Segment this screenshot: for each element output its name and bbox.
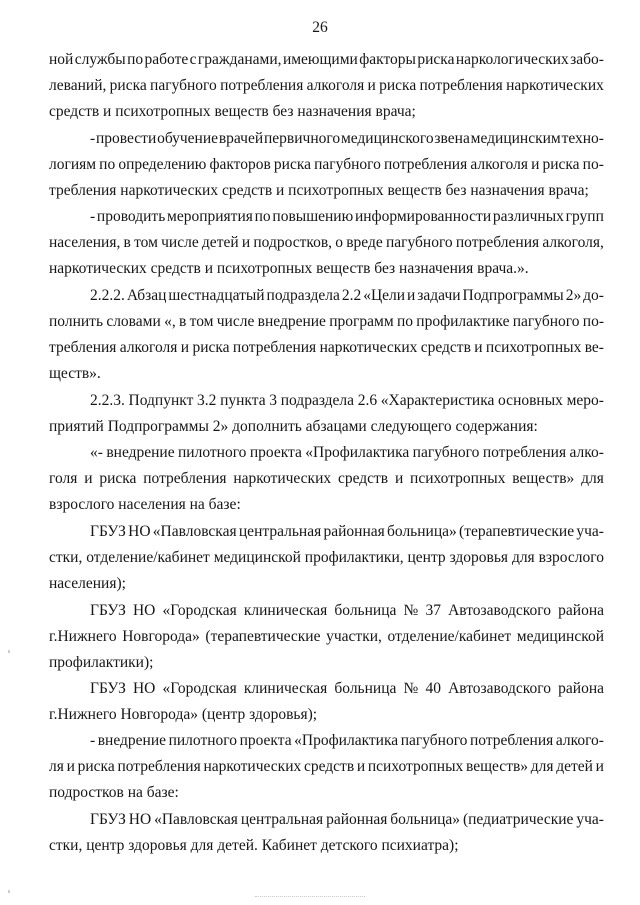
word: провести: [96, 130, 157, 147]
word: Подпрограммы: [462, 287, 564, 304]
word: -: [90, 208, 96, 225]
word: средств: [420, 339, 471, 356]
word: наркотических: [233, 470, 332, 487]
text-line: [90, 207, 604, 227]
word: районная: [326, 811, 388, 828]
word: и: [241, 234, 251, 251]
word: и: [394, 470, 404, 487]
word: района: [558, 602, 604, 619]
word: подраздела: [266, 287, 340, 304]
word: факторы: [359, 51, 416, 68]
word: «,: [164, 313, 176, 330]
word: по-: [582, 313, 604, 330]
word: уча-: [576, 811, 604, 828]
word: наркотических: [203, 758, 302, 775]
word: районная: [323, 523, 385, 540]
word: психотропных: [410, 470, 506, 487]
word: средств: [303, 758, 355, 775]
word: с: [189, 51, 197, 68]
word: ГБУЗ: [90, 602, 126, 619]
word: потребления: [383, 156, 468, 173]
word: «Профилактика: [305, 444, 410, 461]
word: леваний,: [49, 77, 107, 94]
word: отделение/кабинет: [387, 628, 512, 645]
word: проекта: [239, 732, 292, 749]
word: обучение: [157, 130, 219, 147]
word: звена: [434, 130, 470, 147]
word: имеющими: [282, 51, 358, 68]
word: 2.2.3.: [90, 392, 125, 409]
word: «-: [90, 444, 103, 461]
word: Абзац: [126, 287, 167, 304]
word: «Цели: [363, 287, 406, 304]
word: основных: [498, 392, 563, 409]
word: риска: [273, 156, 312, 173]
word: и: [180, 339, 190, 356]
word: алкоголя,: [542, 234, 604, 251]
word: -: [90, 732, 96, 749]
text-line: [49, 76, 604, 96]
word: до-: [583, 287, 604, 304]
word: для: [530, 758, 554, 775]
text-line: [90, 129, 604, 149]
word: пагубного: [400, 732, 468, 749]
word: и: [595, 758, 604, 775]
word: по: [127, 51, 144, 68]
text-line: [90, 810, 604, 830]
word: психотропных: [485, 339, 582, 356]
word: (терапевтические: [459, 523, 575, 540]
word: о: [335, 234, 344, 251]
text-line: [90, 522, 604, 542]
word: ГБУЗ: [90, 523, 126, 540]
word: проводить: [96, 208, 166, 225]
word: профилактики,: [304, 549, 404, 566]
word: подростков,: [253, 234, 333, 251]
word: взрослого: [538, 549, 604, 566]
word: пагубного: [412, 444, 480, 461]
scan-mark: [8, 890, 10, 893]
text-line: [49, 627, 604, 647]
word: Подпункт: [128, 392, 194, 409]
word: пагубного: [314, 156, 381, 173]
text-line: г.Нижнего Новгорода» (центр здоровья);: [49, 706, 318, 723]
word: алкоголя: [119, 339, 178, 356]
text-line: [90, 391, 604, 411]
word: алкоголя: [306, 77, 365, 94]
word: для: [511, 549, 535, 566]
text-line: [49, 469, 604, 489]
word: 37: [425, 602, 441, 619]
text-line: подростков на базе:: [49, 784, 179, 801]
word: Новгорода»: [122, 628, 200, 645]
word: и: [474, 339, 483, 356]
text-line: [90, 443, 604, 463]
word: программ: [329, 313, 394, 330]
word: клиническая: [243, 680, 328, 697]
word: здоровья: [449, 549, 509, 566]
word: для: [581, 470, 604, 487]
word: стки,: [49, 549, 83, 566]
word: Автозаводского: [448, 602, 552, 619]
word: медицинской: [213, 549, 301, 566]
word: пагубного: [512, 313, 580, 330]
word: «Городская: [162, 680, 237, 697]
word: наркотических: [319, 339, 418, 356]
word: групп: [565, 208, 604, 225]
word: детей: [201, 234, 239, 251]
word: риска: [379, 77, 417, 94]
word: средств: [337, 470, 389, 487]
word: клиническая: [243, 602, 328, 619]
word: службы: [74, 51, 126, 68]
word: и: [407, 287, 416, 304]
word: «Городская: [162, 602, 237, 619]
word: 2»: [565, 287, 582, 304]
word: уча-: [576, 523, 604, 540]
word: внедрение: [106, 444, 175, 461]
word: психотропных: [367, 758, 464, 775]
text-line: [90, 731, 604, 751]
word: риска: [417, 51, 455, 68]
text-line: наркотических средств и психотропных веществ без назначения врача.».: [49, 260, 529, 277]
word: пагубного: [150, 77, 217, 94]
text-line: требления наркотических средств и психотропных веществ без назначения врача;: [49, 182, 589, 199]
text-line: населения);: [49, 575, 126, 592]
word: потребления: [117, 758, 201, 775]
word: Автозаводского: [448, 680, 552, 697]
word: пилотного: [168, 732, 237, 749]
text-line: стки, центр здоровья для детей. Кабинет детского психиатра);: [49, 837, 459, 854]
word: НО: [132, 680, 156, 697]
word: отделение/кабинет: [86, 549, 210, 566]
word: факторов: [209, 156, 271, 173]
word: медицинским: [470, 130, 561, 147]
word: ной: [49, 51, 74, 68]
word: первичного: [264, 130, 341, 147]
text-line: [90, 286, 604, 306]
word: риска: [99, 470, 137, 487]
word: по: [254, 208, 271, 225]
word: алко-: [569, 444, 604, 461]
word: медицинской: [516, 628, 604, 645]
word: потребления: [220, 77, 304, 94]
text-line: средств и психотропных веществ без назначения врача;: [49, 103, 416, 120]
word: алкоголя: [470, 156, 528, 173]
word: детей: [556, 758, 593, 775]
text-line: [49, 548, 604, 568]
word: 3.2: [197, 392, 217, 409]
word: риска: [109, 77, 147, 94]
word: населения,: [49, 234, 121, 251]
word: центр: [407, 549, 446, 566]
word: «Характеристика: [380, 392, 495, 409]
text-line: [49, 233, 604, 253]
word: числе: [216, 313, 255, 330]
word: участки,: [326, 628, 382, 645]
word: по: [99, 156, 116, 173]
word: подраздела: [280, 392, 355, 409]
word: 3: [269, 392, 278, 409]
word: больница: [334, 602, 397, 619]
word: меро-: [566, 392, 604, 409]
word: потребления: [455, 234, 540, 251]
word: задачи: [417, 287, 461, 304]
word: алкого-: [555, 732, 604, 749]
word: работе: [144, 51, 189, 68]
word: потребления: [232, 339, 317, 356]
word: гражданами,: [197, 51, 282, 68]
scan-mark: [8, 650, 10, 653]
word: определению: [118, 156, 207, 173]
word: по: [396, 313, 413, 330]
word: повышению: [272, 208, 354, 225]
word: логиям: [49, 156, 97, 173]
text-line: профилактики);: [49, 654, 154, 671]
word: веществ»: [466, 758, 529, 775]
word: потребления: [482, 444, 567, 461]
text-line: [49, 155, 604, 175]
word: проекта: [249, 444, 302, 461]
word: и: [356, 758, 366, 775]
word: том: [134, 234, 158, 251]
text-line: приятий Подпрограммы 2» дополнить абзацами следующего содержания:: [49, 418, 538, 435]
text-line: взрослого населения на базе:: [49, 496, 241, 513]
word: информированности: [354, 208, 492, 225]
word: в: [179, 313, 187, 330]
word: ве-: [584, 339, 604, 356]
word: различных: [492, 208, 564, 225]
word: (терапевтические: [205, 628, 321, 645]
word: пилотного: [178, 444, 247, 461]
word: 2.2: [341, 287, 362, 304]
word: врачей: [218, 130, 264, 147]
word: профилактике: [416, 313, 510, 330]
text-line: [90, 601, 604, 621]
word: района: [558, 680, 604, 697]
word: наркологических: [455, 51, 569, 68]
word: 40: [425, 680, 441, 697]
page-number: 26: [312, 19, 328, 36]
word: риска: [77, 758, 115, 775]
word: потребления: [143, 470, 227, 487]
word: -: [90, 130, 96, 147]
word: больница»: [387, 523, 457, 540]
word: том: [189, 313, 214, 330]
word: потребления: [470, 732, 554, 749]
word: «Профилактика: [294, 732, 399, 749]
word: числе: [161, 234, 199, 251]
word: НО: [132, 602, 156, 619]
word: риска: [192, 339, 230, 356]
word: медицинского: [340, 130, 434, 147]
word: шестнадцатый: [168, 287, 265, 304]
word: риска: [542, 156, 580, 173]
word: внедрение: [97, 732, 167, 749]
word: и: [367, 77, 376, 94]
word: наркотических: [506, 77, 604, 94]
word: мероприятия: [167, 208, 253, 225]
word: ГБУЗ: [90, 811, 126, 828]
word: больница: [334, 680, 397, 697]
word: вреде: [346, 234, 383, 251]
text-line: [49, 338, 604, 358]
word: забо-: [570, 51, 604, 68]
word: пагубного: [385, 234, 453, 251]
text-line: [49, 757, 604, 777]
text-line: [90, 679, 604, 699]
word: центральная: [238, 523, 322, 540]
word: 2.2.2.: [90, 287, 125, 304]
word: НО: [128, 811, 152, 828]
word: пункта: [220, 392, 266, 409]
word: №: [403, 680, 419, 697]
word: г.Нижнего: [49, 628, 117, 645]
word: и: [531, 156, 540, 173]
text-line: [49, 50, 604, 70]
word: потребления: [419, 77, 503, 94]
word: ля: [49, 758, 64, 775]
word: больница»: [390, 811, 461, 828]
text-line: ществ».: [49, 365, 101, 382]
word: внедрение: [257, 313, 326, 330]
word: техно-: [561, 130, 604, 147]
word: веществ»: [512, 470, 575, 487]
word: «Павловская: [154, 811, 238, 828]
word: словами: [106, 313, 161, 330]
word: требления: [49, 339, 117, 356]
text-line: [49, 312, 604, 332]
word: полнить: [49, 313, 104, 330]
word: по-: [582, 156, 604, 173]
word: 2.6: [357, 392, 378, 409]
word: (педиатрические: [462, 811, 574, 828]
word: и: [84, 470, 93, 487]
word: «Павловская: [152, 523, 237, 540]
word: НО: [128, 523, 151, 540]
word: центральная: [240, 811, 324, 828]
word: в: [123, 234, 131, 251]
footer-mark: [255, 896, 365, 900]
word: ГБУЗ: [90, 680, 126, 697]
word: голя: [49, 470, 78, 487]
word: и: [66, 758, 75, 775]
word: №: [403, 602, 419, 619]
